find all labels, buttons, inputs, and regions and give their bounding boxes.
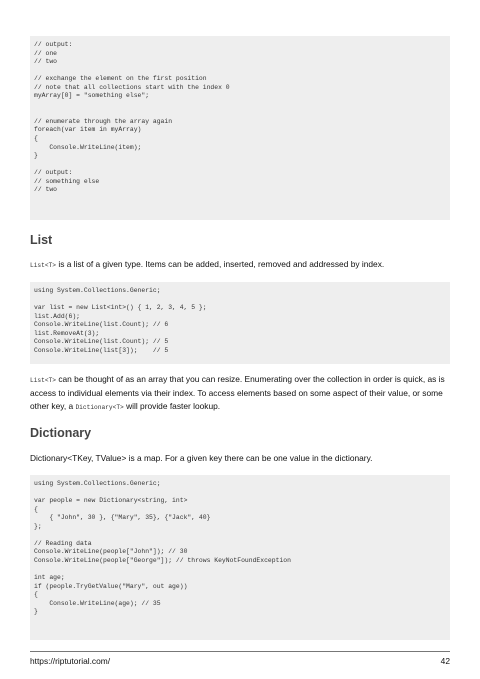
code-line: // exchange the element on the first position — [34, 75, 207, 83]
heading-dictionary: Dictionary — [30, 426, 92, 440]
code-line: var list = new List<int>() { 1, 2, 3, 4, 5 }; — [34, 304, 207, 312]
code-block-arrays — [30, 36, 450, 220]
code-line: { "John", 30 }, {"Mary", 35}, {"Jack", 40} — [34, 514, 211, 522]
list-description-text: can be thought of as an array that you can resize. Enumerating over the collection in order is quick, as is access to individual elements via their index. To access elements based on some aspect of their value, or some other key, a — [30, 374, 445, 411]
code-line: foreach(var item in myArray) — [34, 126, 142, 134]
code-line: } — [34, 152, 38, 160]
code-block-dictionary — [30, 475, 450, 640]
page-number: 42 — [440, 656, 450, 666]
code-line — [34, 161, 450, 170]
code-line: Console.WriteLine(item); — [34, 143, 142, 151]
code-line: // enumerate through the array again — [34, 117, 173, 125]
code-line: using System.Collections.Generic; — [34, 480, 161, 487]
code-line: Console.WriteLine(age); // 35 — [34, 599, 161, 607]
code-line: Console.WriteLine(people["John"]); // 30 — [34, 548, 188, 556]
code-line: Console.WriteLine(people["George"]); // throws KeyNotFoundException — [34, 556, 291, 564]
dictionary-intro-paragraph: Dictionary<TKey, TValue> is a map. For a given key there can be one value in the dictionary. — [30, 453, 373, 463]
code-line — [34, 101, 450, 110]
code-line: // output: — [34, 41, 73, 48]
code-block-list — [30, 282, 450, 364]
code-line: int age; — [34, 574, 65, 582]
code-line: Console.WriteLine(list[3]); // 5 — [34, 346, 169, 354]
code-line: var people = new Dictionary<string, int> — [34, 497, 188, 505]
code-line: { — [34, 505, 38, 513]
footer-divider — [30, 651, 450, 652]
footer-url: https://riptutorial.com/ — [30, 656, 111, 666]
code-line — [34, 109, 450, 118]
inline-code-dictionary-t: Dictionary<T> — [75, 403, 124, 411]
code-line — [34, 489, 450, 498]
code-line — [34, 531, 450, 540]
code-line: list.RemoveAt(3); — [34, 329, 100, 337]
list-description-tail: will provide faster lookup. — [123, 400, 221, 411]
code-line: } — [34, 608, 38, 616]
inline-code-list-t: List<T> — [30, 262, 56, 269]
code-line: // note that all collections start with the index 0 — [34, 83, 230, 91]
code-line: myArray[0] = "something else"; — [34, 92, 150, 100]
code-line: // one — [34, 49, 58, 57]
inline-code-list-t-2: List<T> — [30, 377, 56, 384]
code-line: list.Add(6); — [34, 312, 81, 320]
code-line — [34, 565, 450, 574]
code-line — [34, 67, 450, 76]
code-line: { — [34, 591, 38, 599]
code-line: if (people.TryGetValue("Mary", out age)) — [34, 582, 188, 590]
list-description-paragraph — [30, 373, 452, 414]
code-line: // two — [34, 58, 58, 66]
code-line: // something else — [34, 177, 100, 185]
code-line: // two — [34, 186, 58, 194]
code-line: // Reading data — [34, 539, 92, 547]
code-line: { — [34, 135, 38, 143]
code-line: Console.WriteLine(list.Count); // 6 — [34, 321, 169, 329]
list-intro-text: is a list of a given type. Items can be added, inserted, removed and addressed by index. — [56, 259, 385, 269]
code-line — [34, 296, 450, 305]
code-line: Console.WriteLine(list.Count); // 5 — [34, 338, 169, 346]
code-line: }; — [34, 522, 42, 530]
heading-list: List — [30, 233, 53, 247]
code-line: // output: — [34, 169, 73, 177]
list-intro-paragraph — [30, 258, 452, 272]
code-line: using System.Collections.Generic; — [34, 287, 161, 294]
